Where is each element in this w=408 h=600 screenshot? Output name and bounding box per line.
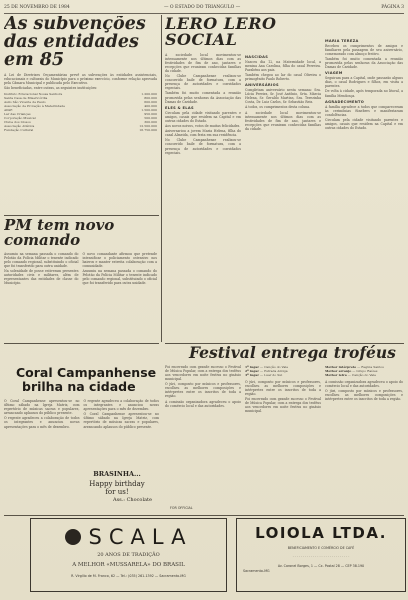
article-pm-title: PM tem novo comando <box>4 218 115 250</box>
scala-tagline1: 20 ANOS DE TRADIÇÃO <box>97 552 160 558</box>
brasinha-line3: for us! <box>105 488 129 496</box>
festival-col-1: Foi encerrado com grande sucesso o Festival de Música Popular, com a entrega dos troféus aos vencedores em noite festiva no ginásio municipal. O júri, composto por músicos e professores, escolheu as melhores composições e intérpretes entre os inscritos de toda a região. A comissão organizadora agradeceu o apoio do comércio local e das autoridades. <box>165 364 241 408</box>
scala-tagline2: A MELHOR «MUSSARELA» DO BRASIL <box>72 562 185 568</box>
list-item: Corporação Musical 500.000 <box>4 115 157 120</box>
list-item: 1º lugar — Canção do Vale <box>245 364 289 369</box>
list-item: Lar das Crianças 950.000 <box>4 111 157 116</box>
brasinha-line2: Happy birthday <box>89 480 145 488</box>
lero-subheading-maria-tereza: MARIA TEREZA <box>325 38 359 43</box>
lero-subheading-nascidas: NASCIDAS <box>245 54 269 59</box>
header-date: 25 DE NOVEMBRO DE 1984 <box>4 5 70 10</box>
list-item: Clube dos Idosos 300.000 <box>4 119 157 124</box>
brasinha-footer: FOR OFFICIAL <box>170 506 193 510</box>
article-subvencoes-body: A Lei de Diretrizes Orçamentárias prevê as subvenções às entidades assistenciais, educacionais e culturais do Município para o próximo exercício, conforme relação aprovada pela Câmara Municipal e publicada pelo Executivo. São beneficiadas, entre outras, as seguintes instituições: <box>4 72 157 90</box>
loiola-line2: Av. Coronel Borges, 1 — Cx. Postal 28 — CEP 38.190 <box>277 564 365 569</box>
list-item: Associação Atlética 12.500.000 <box>4 123 157 128</box>
coral-body-col1: O Coral Campanhense apresentou-se no último sábado na Igreja Matriz, com repertório de músicas sacras e populares, arrancando aplausos do público presente. O regente agradeceu a colaboração de todos os integrantes e anunciou novas apresentações para o mês de dezembro. <box>4 399 80 429</box>
list-item: 3º lugar — Luar do Sul <box>245 372 283 377</box>
list-item: Fundação Cultural 16.750.000 <box>4 127 157 132</box>
lero-col-2: NASCIDAS Nasceu dia 12, na Maternidade local, a menina Ana Carolina, filha do casal Ferreira. Parabéns aos pais. Também chegou ao lar do casal Oliveira o primogênito Paulo Roberto. ANIVERSÁRIOS Completam aniversário nesta semana: Sra. Lúcia Pereira, Sr. José Antônio, Srta. Márcia Helena, Sr. Geraldo Martins, Sra. Terezinha Costa, Dr. Luiz Carlos, Sr. Sebastião Reis. A todos, os cumprimentos desta coluna. A sociedade local movimentou-se intensamente nos últimos dias com as festividades de fim de ano, jantares e recepções que reuniram conhecidas famílias da cidade. <box>245 54 321 131</box>
header-page-number: PÁGINA 3 <box>381 5 404 10</box>
coral-body-col2: O regente agradeceu a colaboração de todos os integrantes e anunciou novas apresentações para o mês de dezembro. O Coral Campanhense apresentou-se no último sábado na Igreja Matriz, com repertório de músicas sacras e populares, arrancando aplausos do público presente. <box>83 399 159 429</box>
article-subvencoes-title: As subvenções das entidades em 85 <box>4 16 146 70</box>
lero-col-3: MARIA TEREZA Recebeu os cumprimentos de amigos e familiares pela passagem de seu aniversário, comemorado com almoço festivo. Também foi muito comentada a reunião promovida pelas senhoras da Associação das Damas de Caridade. VIAGEM Seguiram para a Capital, onde passarão alguns dias, o casal Rodrigues e filhos, em visita a parentes. De volta à cidade, após temporada no litoral, a família Mendonça. AGRADECIMENTO A família agradece a todos que compareceram às cerimônias fúnebres e manifestaram condolências. Circulam pela cidade visitando parentes e amigos, casais que residem na Capital e em outras cidades do Estado. <box>325 38 403 131</box>
brasinha-line1: BRASINHA... <box>93 470 141 478</box>
list-item: 2º lugar — Estrada Antiga <box>245 368 288 373</box>
lero-col-1: A sociedade local movimentou-se intensamente nos últimos dias com as festividades de fim de ano, jantares e recepções que reuniram conhecidas famílias da cidade. No Clube Campanhense realizou-se concorrido baile de formatura, com a presença de autoridades e convidados especiais. Também foi muito comentada a reunião promovida pelas senhoras da Associação das Damas de Caridade. ELES & ELAS Circulam pela cidade visitando parentes e amigos, casais que residem na Capital e em outras cidades do Estado. Aos novos noivos, votos de muitas felicidades. Aniversariou a jovem Maria Helena, filha do casal Almeida, com festa em sua residência. No Clube Campanhense realizou-se concorrido baile de formatura, com a presença de autoridades e convidados especiais. <box>165 52 241 155</box>
ad-loiola <box>236 518 406 592</box>
list-item: Instituto Educacional Nossa Senhora 1.200.000 <box>4 91 157 96</box>
lero-subheading-eles-elas: ELES & ELAS <box>165 105 194 110</box>
ad-scala <box>30 518 227 592</box>
ad-brasinha <box>82 470 152 512</box>
list-item: Melhor arranjo — Grupo Raízes <box>325 368 378 373</box>
brasinha-sign: Ass.: Chocolate <box>112 497 152 503</box>
coral-title-line1: Coral Campanhense <box>16 365 157 380</box>
loiola-dots: . . . . . . . . . . . . . . . . . . . . . . . . . . . . <box>292 554 350 558</box>
list-item: Associação de Proteção à Maternidade 400.000 <box>4 103 157 108</box>
list-item: Melhor intérprete — Regina Santos <box>325 364 384 369</box>
page-header <box>4 3 404 14</box>
scala-logo-icon <box>65 529 81 545</box>
festival-col-3: Melhor intérprete — Regina Santos Melhor arranjo — Grupo Raízes Melhor letra — Canção do Vale A comissão organizadora agradeceu o apoio do comércio local e das autoridades. O júri, composto por músicos e professores, escolheu as melhores composições e intérpretes entre os inscritos de toda a região. <box>325 364 403 402</box>
coral-title-line2: brilha na cidade <box>22 379 136 394</box>
article-pm <box>4 218 157 342</box>
loiola-line3: Sacramento-MG <box>243 569 270 574</box>
article-lero-title: LERO LERO SOCIAL <box>165 16 277 50</box>
list-item: Santa Casa de Misericórdia 800.000 <box>4 95 157 100</box>
scala-name: SCALA <box>88 525 193 549</box>
article-pm-body-col2: O novo comandante afirmou que pretende intensificar o policiamento ostensivo nos bairros e manter estreita colaboração com a comunidade. Assumiu na semana passada o comando do Pelotão da Polícia Militar o tenente indicado pelo comando regional, substituindo o oficial que foi transferido para outra unidade. <box>82 251 157 286</box>
scala-address: R. Virgílio de M. Franco, 62 — Tel.: (035) 261-1392 — Sacramento-MG <box>71 574 186 578</box>
article-lero-lero <box>165 16 404 341</box>
article-subvencoes <box>4 16 157 214</box>
lero-subheading-viagem: VIAGEM <box>325 71 343 76</box>
article-festival <box>165 345 404 515</box>
loiola-line1: BENEFICIAMENTO E COMÉRCIO DE CAFÉ <box>287 546 355 550</box>
subvencoes-list <box>4 92 157 132</box>
list-item: Melhor letra — Canção do Vale <box>325 372 376 377</box>
article-pm-body-col1: Assumiu na semana passada o comando do Pelotão da Polícia Militar o tenente indicado pelo comando regional, substituindo o oficial que foi transferido para outra unidade. Na solenidade de posse estiveram presentes autoridades civis e militares, além de representantes das entidades de classe do Município. <box>4 251 79 286</box>
loiola-name: LOIOLA LTDA. <box>255 524 387 542</box>
article-festival-title: Festival entrega troféus <box>189 345 396 362</box>
header-paper-name: — O ESTADO DO TRIANGULO — <box>164 5 241 10</box>
festival-col-2: 1º lugar — Canção do Vale 2º lugar — Estrada Antiga 3º lugar — Luar do Sul O júri, composto por músicos e professores, escolheu as melhores composições e intérpretes entre os inscritos de toda a região. Foi encerrado com grande sucesso o Festival de Música Popular, com a entrega dos troféus aos vencedores em noite festiva no ginásio municipal. <box>245 364 321 414</box>
list-item: APAE 1.500.000 <box>4 107 157 112</box>
list-item: Asilo São Vicente de Paulo 600.000 <box>4 99 157 104</box>
lero-subheading-aniversarios: ANIVERSÁRIOS <box>245 83 279 88</box>
lero-subheading-agradecimento: AGRADECIMENTO <box>325 99 365 104</box>
